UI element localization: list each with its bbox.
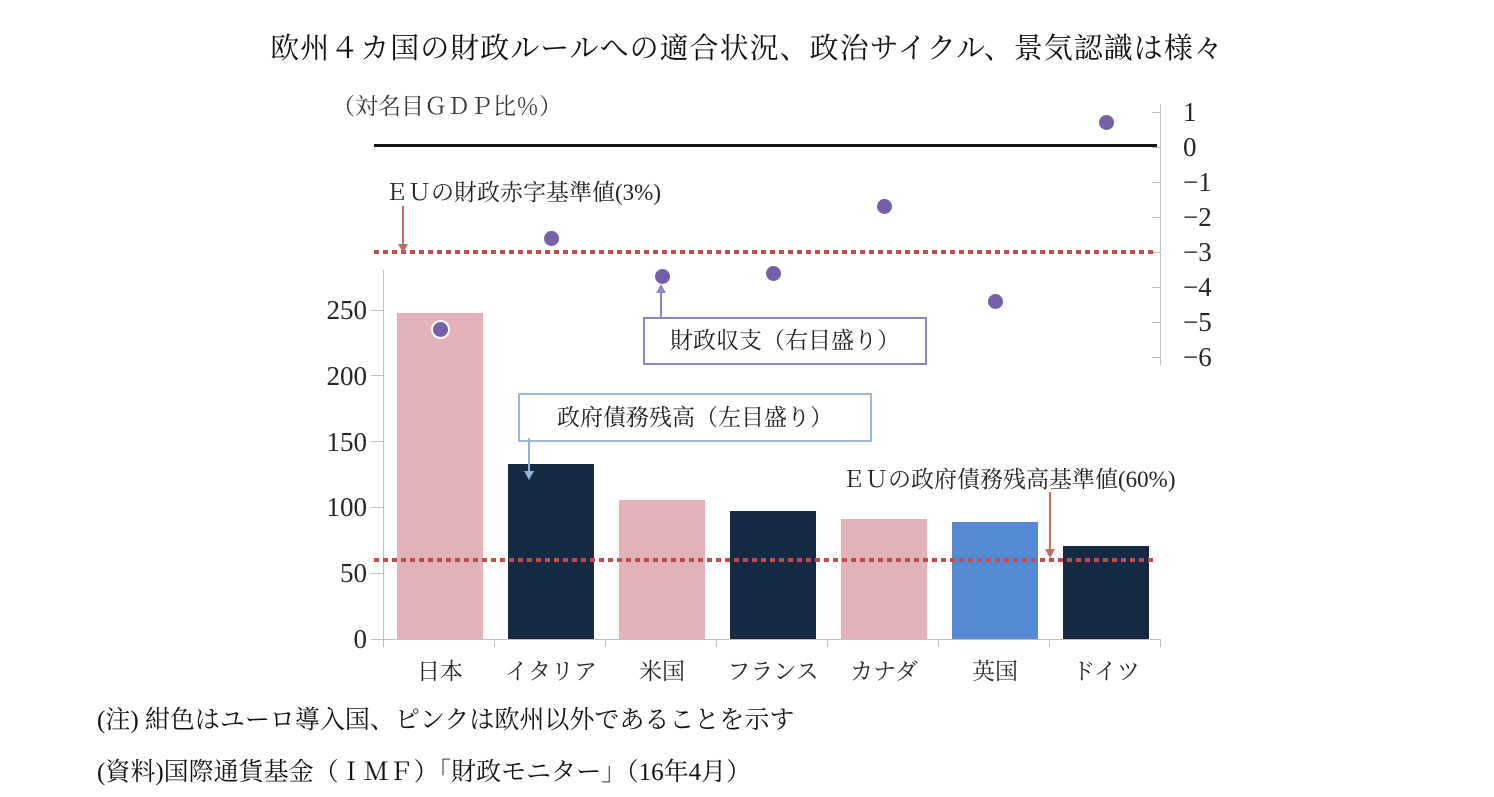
balance-dot-italy [542, 229, 561, 248]
right-axis-label--1: −1 [1183, 167, 1212, 197]
balance-dot-france [764, 264, 783, 283]
balance-dot-uk [986, 292, 1005, 311]
bar-uk [952, 522, 1038, 639]
right-axis-label--4: −4 [1183, 272, 1212, 302]
eu-deficit-reference-line [374, 250, 1157, 254]
bottom-axis-line [371, 639, 1160, 640]
right-axis-tick--6 [1152, 357, 1160, 358]
eu-deficit-rule-label: ＥＵの財政赤字基準値(3%) [385, 180, 661, 205]
right-axis-label--2: −2 [1183, 202, 1212, 232]
left-axis-tick-50 [371, 573, 383, 574]
eu-deficit-arrow-line [402, 206, 404, 244]
left-axis-tick-250 [371, 310, 383, 311]
left-axis-label-200: 200 [326, 360, 367, 391]
left-axis-unit-label: （対名目ＧＤＰ比％） [332, 94, 562, 119]
bottom-axis-tick-4 [827, 639, 828, 647]
right-axis-tick--1 [1152, 182, 1160, 183]
category-label-france: フランス [727, 659, 819, 684]
fiscal-balance-arrow-line [660, 292, 662, 317]
left-axis-label-150: 150 [326, 426, 367, 457]
left-axis-line [383, 270, 384, 639]
balance-dot-canada [875, 197, 894, 216]
fiscal-balance-series-label: 財政収支（右目盛り） [643, 317, 927, 365]
left-axis-tick-100 [371, 507, 383, 508]
category-label-italy: イタリア [505, 659, 597, 684]
government-debt-arrow-line [528, 438, 530, 471]
bottom-axis-tick-3 [716, 639, 717, 647]
category-label-germany: ドイツ [1072, 659, 1140, 684]
bar-usa [619, 500, 705, 639]
bottom-axis-tick-1 [494, 639, 495, 647]
right-axis-zero-line [374, 144, 1157, 147]
right-axis-label--3: −3 [1183, 237, 1212, 267]
right-axis-tick--4 [1152, 287, 1160, 288]
category-label-canada: カナダ [850, 659, 918, 684]
right-axis-tick-1 [1152, 112, 1160, 113]
eu-debt-rule-label: ＥＵの政府債務残高基準値(60%) [842, 467, 1176, 492]
bottom-axis-tick-6 [1049, 639, 1050, 647]
eu-debt-reference-line [374, 558, 1157, 562]
right-axis-label--5: −5 [1183, 307, 1212, 337]
bar-canada [841, 519, 927, 639]
right-axis-label--6: −6 [1183, 342, 1212, 372]
right-axis-tick--5 [1152, 322, 1160, 323]
right-axis-tick--2 [1152, 217, 1160, 218]
bottom-axis-tick-5 [938, 639, 939, 647]
eu-deficit-arrow-head [398, 244, 408, 253]
government-debt-arrow-head [524, 471, 534, 480]
balance-dot-japan [431, 320, 450, 339]
government-debt-series-label: 政府債務残高（左目盛り） [518, 393, 872, 442]
chart-title: 欧州４カ国の財政ルールへの適合状況、政治サイクル、景気認識は様々 [270, 33, 1224, 65]
category-label-uk: 英国 [972, 659, 1018, 684]
bar-italy [508, 464, 594, 639]
left-axis-label-0: 0 [353, 624, 367, 654]
category-label-japan: 日本 [417, 659, 463, 684]
right-axis-label-0: 0 [1183, 132, 1197, 162]
bottom-axis-tick-0 [383, 639, 384, 647]
right-axis-line [1160, 104, 1161, 365]
left-axis-tick-150 [371, 441, 383, 442]
category-label-usa: 米国 [639, 659, 685, 684]
bar-japan [397, 313, 483, 639]
eu-debt-arrow-head [1045, 549, 1055, 558]
eu-debt-arrow-line [1049, 492, 1051, 549]
left-axis-label-50: 50 [340, 558, 367, 589]
balance-dot-germany [1097, 113, 1116, 132]
bottom-axis-tick-7 [1160, 639, 1161, 647]
bottom-axis-tick-2 [605, 639, 606, 647]
footnote-color-legend: (注) 紺色はユーロ導入国、ピンクは欧州以外であることを示す [97, 707, 795, 734]
footnote-source: (資料)国際通貨基金（ＩＭＦ）「財政モニター」（16年4月） [97, 759, 752, 786]
bar-france [730, 511, 816, 639]
left-axis-tick-200 [371, 375, 383, 376]
left-axis-label-250: 250 [326, 295, 367, 325]
right-axis-label-1: 1 [1183, 97, 1197, 127]
left-axis-label-100: 100 [326, 492, 367, 523]
